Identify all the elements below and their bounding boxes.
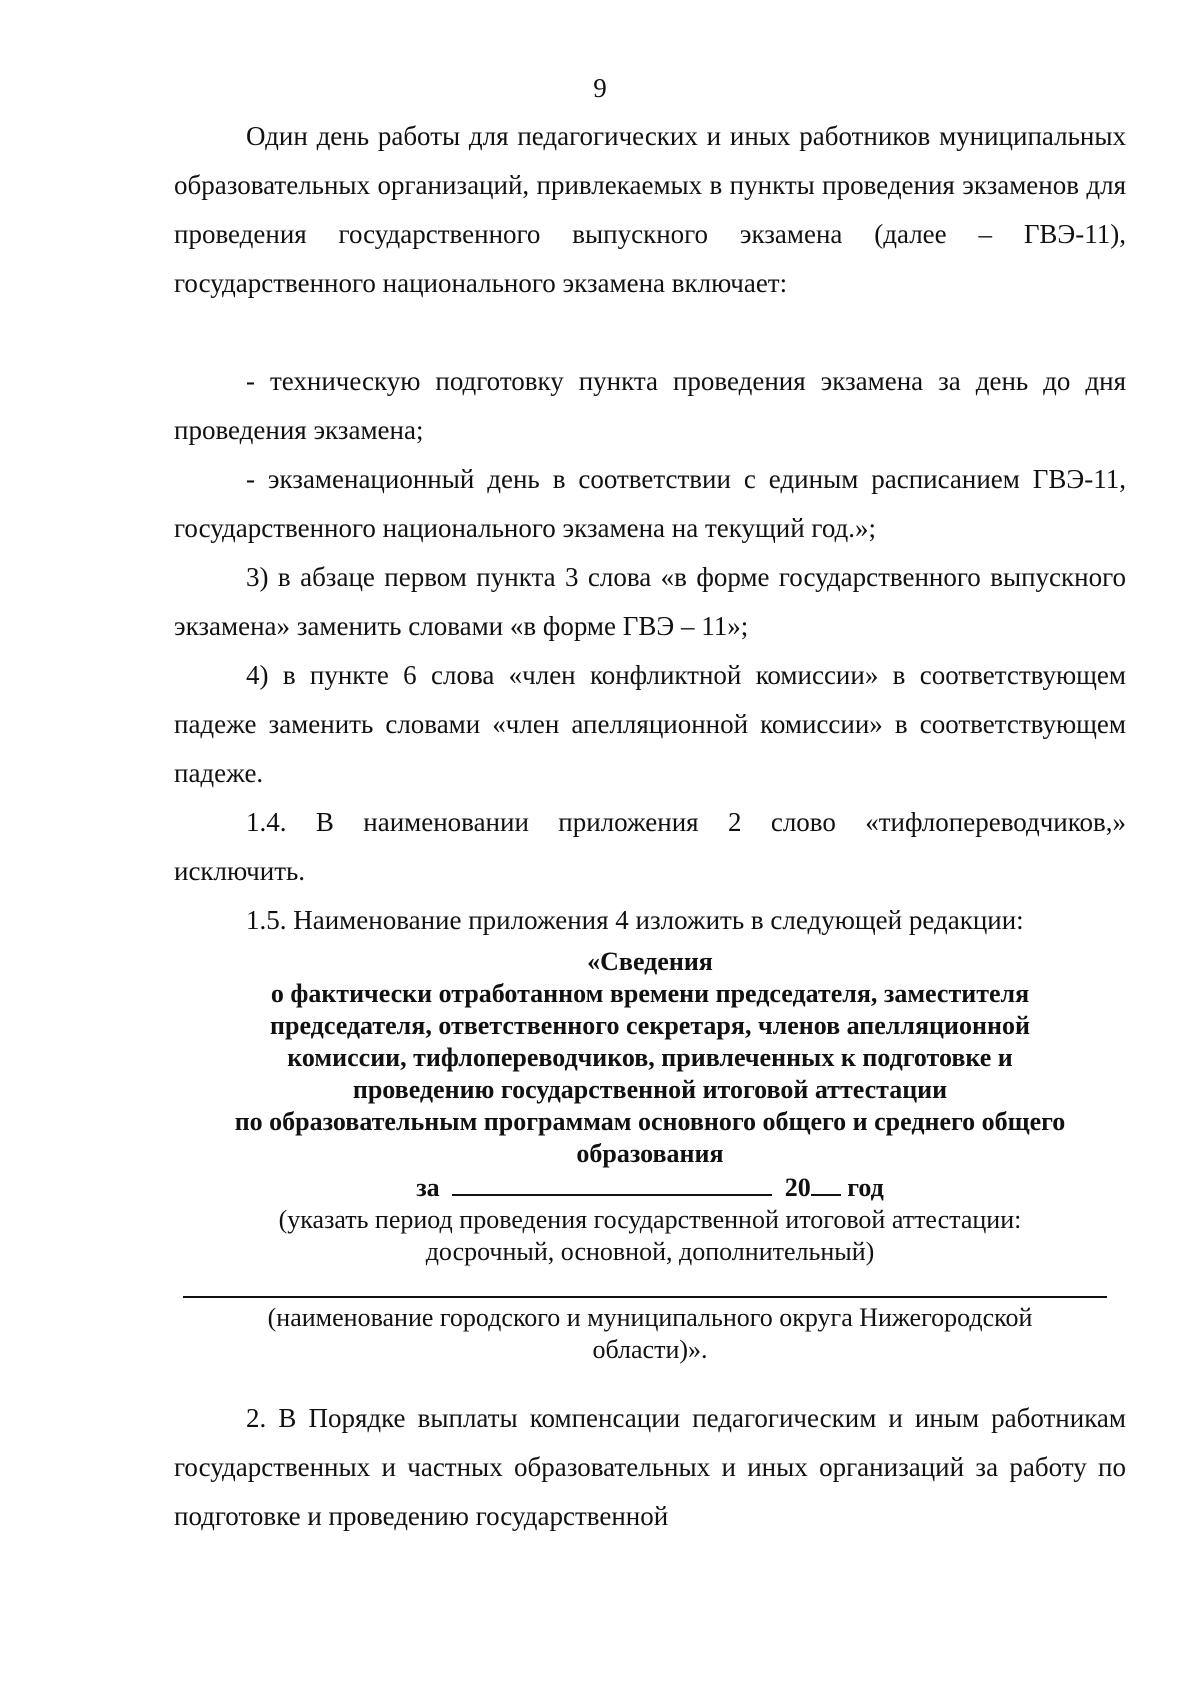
paragraph-1-5: 1.5. Наименование приложения 4 изложить в следующей редакции:: [246, 905, 1024, 935]
org-hint-line: области)».: [592, 1335, 708, 1364]
heading-line: по образовательным программам основного общего и среднего общего: [234, 1107, 1066, 1136]
period-hint-line: (указать период проведения государственной итоговой аттестации:: [278, 1205, 1022, 1234]
org-hint-line: (наименование городского и муниципального округа Нижегородской: [267, 1303, 1033, 1332]
heading-line: образования: [576, 1139, 724, 1168]
paragraph-item-3: 3) в абзаце первом пункта 3 слова «в форме государственного выпускного экзамена» заменить словами «в форме ГВЭ – 11»;: [174, 562, 1126, 641]
paragraph-work-day: Один день работы для педагогических и иных работников муниципальных образовательных организаций, привлекаемых в пункты проведения экзаменов для проведения государственного выпускного экзамена (далее – ГВЭ-11), государственного национального экзамена включает:: [174, 121, 1126, 298]
paragraph-2: 2. В Порядке выплаты компенсации педагогическим и иным работникам государственных и частных образовательных и иных организаций за работу по подготовке и проведению государственной: [174, 1403, 1126, 1531]
period-blank: [452, 1170, 772, 1196]
period-hint-line: досрочный, основной, дополнительный): [425, 1237, 875, 1266]
period-hint: [180, 1204, 1120, 1268]
paragraph-1-4: 1.4. В наименовании приложения 2 слово «тифлопереводчиков,» исключить.: [174, 807, 1126, 886]
appendix-heading: [180, 946, 1120, 1170]
heading-line: проведению государственной итоговой аттестации: [352, 1075, 948, 1104]
heading-line: комиссии, тифлопереводчиков, привлеченных к подготовке и: [287, 1043, 1013, 1072]
paragraph-technical-preparation: - техническую подготовку пункта проведения экзамена за день до дня проведения экзамена;: [174, 366, 1126, 445]
paragraph-exam-day: - экзаменационный день в соответствии с единым расписанием ГВЭ-11, государственного национального экзамена на текущий год.»;: [174, 464, 1126, 543]
heading-line: «Сведения: [587, 947, 713, 976]
org-hint: [180, 1302, 1120, 1366]
period-prefix: за: [416, 1173, 440, 1202]
heading-line: председателя, ответственного секретаря, членов апелляционной: [270, 1011, 1030, 1040]
heading-line: о фактически отработанном времени председателя, заместителя: [270, 979, 1030, 1008]
period-suffix: год: [847, 1173, 884, 1202]
year-prefix: 20: [784, 1173, 811, 1202]
paragraph-item-4: 4) в пункте 6 слова «член конфликтной комиссии» в соответствующем падеже заменить словами «член апелляционной комиссии» в соответствующем падеже.: [174, 660, 1126, 788]
period-line: [180, 1170, 1120, 1204]
page-number: 9: [593, 73, 607, 103]
year-blank: [811, 1170, 841, 1196]
signature-rule-line: [183, 1296, 1107, 1298]
